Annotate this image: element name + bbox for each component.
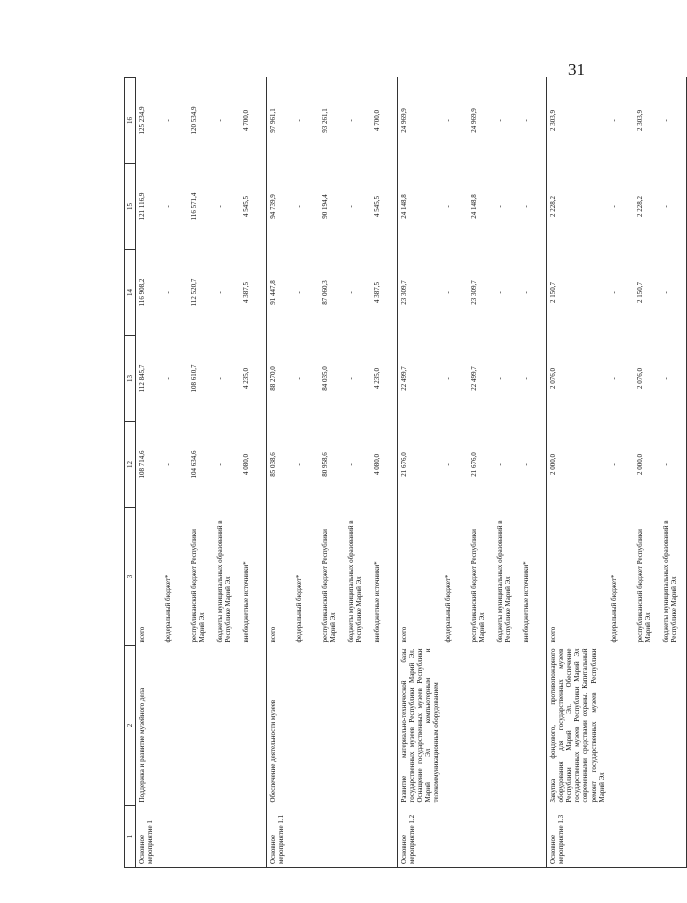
table-row xyxy=(442,78,468,868)
value-cell: 116 908,2 xyxy=(136,250,163,336)
event-name-cell xyxy=(660,646,687,806)
value-cell: - xyxy=(609,205,618,208)
value-cell: 2 303,9 xyxy=(547,78,608,164)
value-cell: 93 261,1 xyxy=(321,108,330,133)
value-cell: - xyxy=(522,463,531,466)
value-cell: 84 035,0 xyxy=(321,366,330,391)
value-cell: 22 499,7 xyxy=(398,336,443,422)
table-row xyxy=(293,78,319,868)
value-cell: 108 610,7 xyxy=(190,364,199,393)
table-body xyxy=(136,78,687,868)
value-cell: - xyxy=(216,119,225,122)
value-cell: - xyxy=(660,336,687,422)
value-cell: 2 228,2 xyxy=(635,196,644,217)
event-name-cell: Обеспечение деятельности музеев xyxy=(267,646,294,806)
value-cell: 2 228,2 xyxy=(547,164,608,250)
value-cell: 2 076,0 xyxy=(547,336,608,422)
table-row xyxy=(267,78,294,868)
value-cell: - xyxy=(522,377,531,380)
funding-source-cell: внебюджетные источники* xyxy=(522,561,531,643)
funding-source-cell: бюджеты муниципальных образований в Республике Марий Эл xyxy=(496,520,513,643)
funding-source-cell: республиканский бюджет Республики Марий Эл xyxy=(190,529,207,643)
table-row xyxy=(547,78,608,868)
table-row xyxy=(660,78,687,868)
event-name-cell xyxy=(319,646,345,806)
value-cell: 87 060,3 xyxy=(321,280,330,305)
value-cell: 21 676,0 xyxy=(470,452,479,477)
value-cell: - xyxy=(609,119,618,122)
value-cell: - xyxy=(295,205,304,208)
value-cell: - xyxy=(660,164,687,250)
event-name-cell xyxy=(494,646,520,806)
event-number-cell xyxy=(188,806,214,868)
event-number-cell xyxy=(240,806,267,868)
value-cell: - xyxy=(444,205,453,208)
funding-source-cell: федеральный бюджет* xyxy=(295,574,304,643)
value-cell: 4 545,5 xyxy=(242,196,251,217)
value-cell: - xyxy=(295,463,304,466)
event-number-cell xyxy=(520,806,547,868)
event-name-cell xyxy=(371,646,398,806)
event-name-cell xyxy=(214,646,240,806)
event-name-cell: Поддержка и развитие музейного дела xyxy=(136,646,163,806)
header-cell: 3 xyxy=(125,508,136,646)
event-name-cell xyxy=(608,646,634,806)
value-cell: 2 076,0 xyxy=(635,368,644,389)
funding-source-cell: республиканский бюджет Республики Марий Эл xyxy=(470,529,487,643)
event-number-cell xyxy=(660,806,687,868)
event-name-cell xyxy=(520,646,547,806)
value-cell: 4 387,5 xyxy=(242,282,251,303)
value-cell: 112 845,7 xyxy=(136,336,163,422)
event-number-cell xyxy=(162,806,188,868)
page-number: 31 xyxy=(568,60,585,79)
value-cell: 125 234,9 xyxy=(136,78,163,164)
value-cell: - xyxy=(660,78,687,164)
table-row xyxy=(520,78,547,868)
funding-source-cell: внебюджетные источники* xyxy=(373,561,382,643)
value-cell: - xyxy=(164,377,173,380)
value-cell: 24 969,9 xyxy=(398,78,443,164)
value-cell: 4 700,0 xyxy=(373,110,382,131)
header-cell: 2 xyxy=(125,646,136,806)
value-cell: 108 714,6 xyxy=(136,422,163,508)
table-row xyxy=(319,78,345,868)
value-cell: - xyxy=(347,377,356,380)
value-cell: 116 571,4 xyxy=(190,192,199,221)
value-cell: - xyxy=(444,463,453,466)
table-row xyxy=(162,78,188,868)
event-number-cell xyxy=(214,806,240,868)
value-cell: 120 534,9 xyxy=(190,106,199,135)
table-header-row xyxy=(125,78,136,868)
table-row xyxy=(494,78,520,868)
funding-source-cell: федеральный бюджет* xyxy=(444,574,453,643)
table-row xyxy=(371,78,398,868)
value-cell: - xyxy=(522,119,531,122)
funding-source-cell: бюджеты муниципальных образований в Республике Марий Эл xyxy=(660,508,687,646)
value-cell: - xyxy=(164,291,173,294)
value-cell: - xyxy=(609,463,618,466)
value-cell: 91 447,8 xyxy=(267,250,294,336)
table-row xyxy=(188,78,214,868)
event-number-cell xyxy=(468,806,494,868)
value-cell: - xyxy=(216,205,225,208)
value-cell: 22 499,7 xyxy=(470,366,479,391)
funding-source-cell: всего xyxy=(547,508,608,646)
value-cell: 4 387,5 xyxy=(373,282,382,303)
value-cell: 85 038,6 xyxy=(267,422,294,508)
header-cell: 13 xyxy=(125,336,136,422)
event-name-cell: Закупка фондового, противопожарного оборудования для государственных музеев Республики Марий Эл. Обеспечение государственных музеев Республики Марий Эл современными средствами охраны. Капитальный ремонт государственных музеев Республики Марий Эл xyxy=(547,646,608,806)
value-cell: - xyxy=(164,205,173,208)
event-number-cell: Основное мероприятие 1.3 xyxy=(547,806,608,868)
value-cell: 2 000,0 xyxy=(547,422,608,508)
value-cell: 4 545,5 xyxy=(373,196,382,217)
table-row xyxy=(214,78,240,868)
funding-source-cell: республиканский бюджет Республики Марий Эл xyxy=(635,529,652,643)
value-cell: 4 235,0 xyxy=(242,368,251,389)
table-row xyxy=(398,78,443,868)
value-cell: 21 676,0 xyxy=(398,422,443,508)
value-cell: - xyxy=(347,205,356,208)
value-cell: - xyxy=(295,291,304,294)
value-cell: - xyxy=(164,463,173,466)
header-cell: 16 xyxy=(125,78,136,164)
table-row xyxy=(468,78,494,868)
value-cell: 4 235,0 xyxy=(373,368,382,389)
value-cell: - xyxy=(347,119,356,122)
value-cell: 97 961,1 xyxy=(267,78,294,164)
value-cell: - xyxy=(295,119,304,122)
funding-source-cell: федеральный бюджет* xyxy=(609,574,618,643)
value-cell: 94 739,9 xyxy=(267,164,294,250)
table-row xyxy=(345,78,371,868)
value-cell: 24 148,8 xyxy=(398,164,443,250)
value-cell: 90 194,4 xyxy=(321,194,330,219)
value-cell: 2 000,0 xyxy=(635,454,644,475)
value-cell: - xyxy=(216,463,225,466)
rotated-table-wrapper xyxy=(124,78,678,868)
funding-source-cell: всего xyxy=(398,508,443,646)
value-cell: 112 520,7 xyxy=(190,278,199,307)
event-name-cell xyxy=(442,646,468,806)
value-cell: - xyxy=(216,377,225,380)
value-cell: - xyxy=(496,119,505,122)
value-cell: - xyxy=(347,463,356,466)
header-cell: 1 xyxy=(125,806,136,868)
event-number-cell xyxy=(371,806,398,868)
event-number-cell xyxy=(319,806,345,868)
event-number-cell xyxy=(345,806,371,868)
funding-source-cell: федеральный бюджет* xyxy=(164,574,173,643)
event-name-cell xyxy=(162,646,188,806)
value-cell: 24 969,9 xyxy=(470,108,479,133)
event-name-cell: Развитие материально-технической базы государственных музеев Республики Марий Эл. Оснащение государственных музеев Республики Марий Эл компьютерным и телекоммуникационным оборудованием xyxy=(398,646,443,806)
value-cell: 121 116,9 xyxy=(136,164,163,250)
value-cell: - xyxy=(496,291,505,294)
event-name-cell xyxy=(468,646,494,806)
funding-source-cell: бюджеты муниципальных образований в Республике Марий Эл xyxy=(347,520,364,643)
value-cell: - xyxy=(660,422,687,508)
event-number-cell xyxy=(608,806,634,868)
funding-source-cell: всего xyxy=(136,508,163,646)
funding-source-cell: республиканский бюджет Республики Марий Эл xyxy=(321,529,338,643)
event-number-cell xyxy=(494,806,520,868)
value-cell: 4 080,0 xyxy=(373,454,382,475)
event-number-cell xyxy=(442,806,468,868)
value-cell: 23 309,7 xyxy=(398,250,443,336)
value-cell: - xyxy=(609,377,618,380)
header-cell: 12 xyxy=(125,422,136,508)
value-cell: - xyxy=(496,205,505,208)
value-cell: 2 303,9 xyxy=(635,110,644,131)
value-cell: - xyxy=(522,205,531,208)
value-cell: - xyxy=(496,377,505,380)
budget-table xyxy=(124,77,687,868)
event-number-cell: Основное мероприятие 1.2 xyxy=(398,806,443,868)
value-cell: - xyxy=(609,291,618,294)
table-row xyxy=(608,78,634,868)
value-cell: 2 150,7 xyxy=(635,282,644,303)
value-cell: - xyxy=(295,377,304,380)
table-row xyxy=(136,78,163,868)
funding-source-cell: всего xyxy=(267,508,294,646)
event-number-cell xyxy=(634,806,660,868)
value-cell: 80 958,6 xyxy=(321,452,330,477)
value-cell: 24 148,8 xyxy=(470,194,479,219)
event-name-cell xyxy=(345,646,371,806)
event-number-cell xyxy=(293,806,319,868)
event-name-cell xyxy=(293,646,319,806)
event-name-cell xyxy=(634,646,660,806)
event-name-cell xyxy=(188,646,214,806)
funding-source-cell: внебюджетные источники* xyxy=(242,561,251,643)
header-cell: 15 xyxy=(125,164,136,250)
value-cell: 104 634,6 xyxy=(190,450,199,479)
table-row xyxy=(240,78,267,868)
value-cell: - xyxy=(444,291,453,294)
value-cell: 4 080,0 xyxy=(242,454,251,475)
table-row xyxy=(634,78,660,868)
value-cell: - xyxy=(522,291,531,294)
value-cell: - xyxy=(347,291,356,294)
event-number-cell: Основное мероприятие 1 xyxy=(136,806,163,868)
value-cell: - xyxy=(216,291,225,294)
event-number-cell: Основное мероприятие 1.1 xyxy=(267,806,294,868)
value-cell: 88 270,0 xyxy=(267,336,294,422)
value-cell: - xyxy=(444,377,453,380)
header-cell: 14 xyxy=(125,250,136,336)
value-cell: - xyxy=(164,119,173,122)
value-cell: - xyxy=(444,119,453,122)
funding-source-cell: бюджеты муниципальных образований в Республике Марий Эл xyxy=(216,520,233,643)
value-cell: - xyxy=(496,463,505,466)
value-cell: 4 700,0 xyxy=(242,110,251,131)
event-name-cell xyxy=(240,646,267,806)
value-cell: 23 309,7 xyxy=(470,280,479,305)
value-cell: 2 150,7 xyxy=(547,250,608,336)
value-cell: - xyxy=(660,250,687,336)
